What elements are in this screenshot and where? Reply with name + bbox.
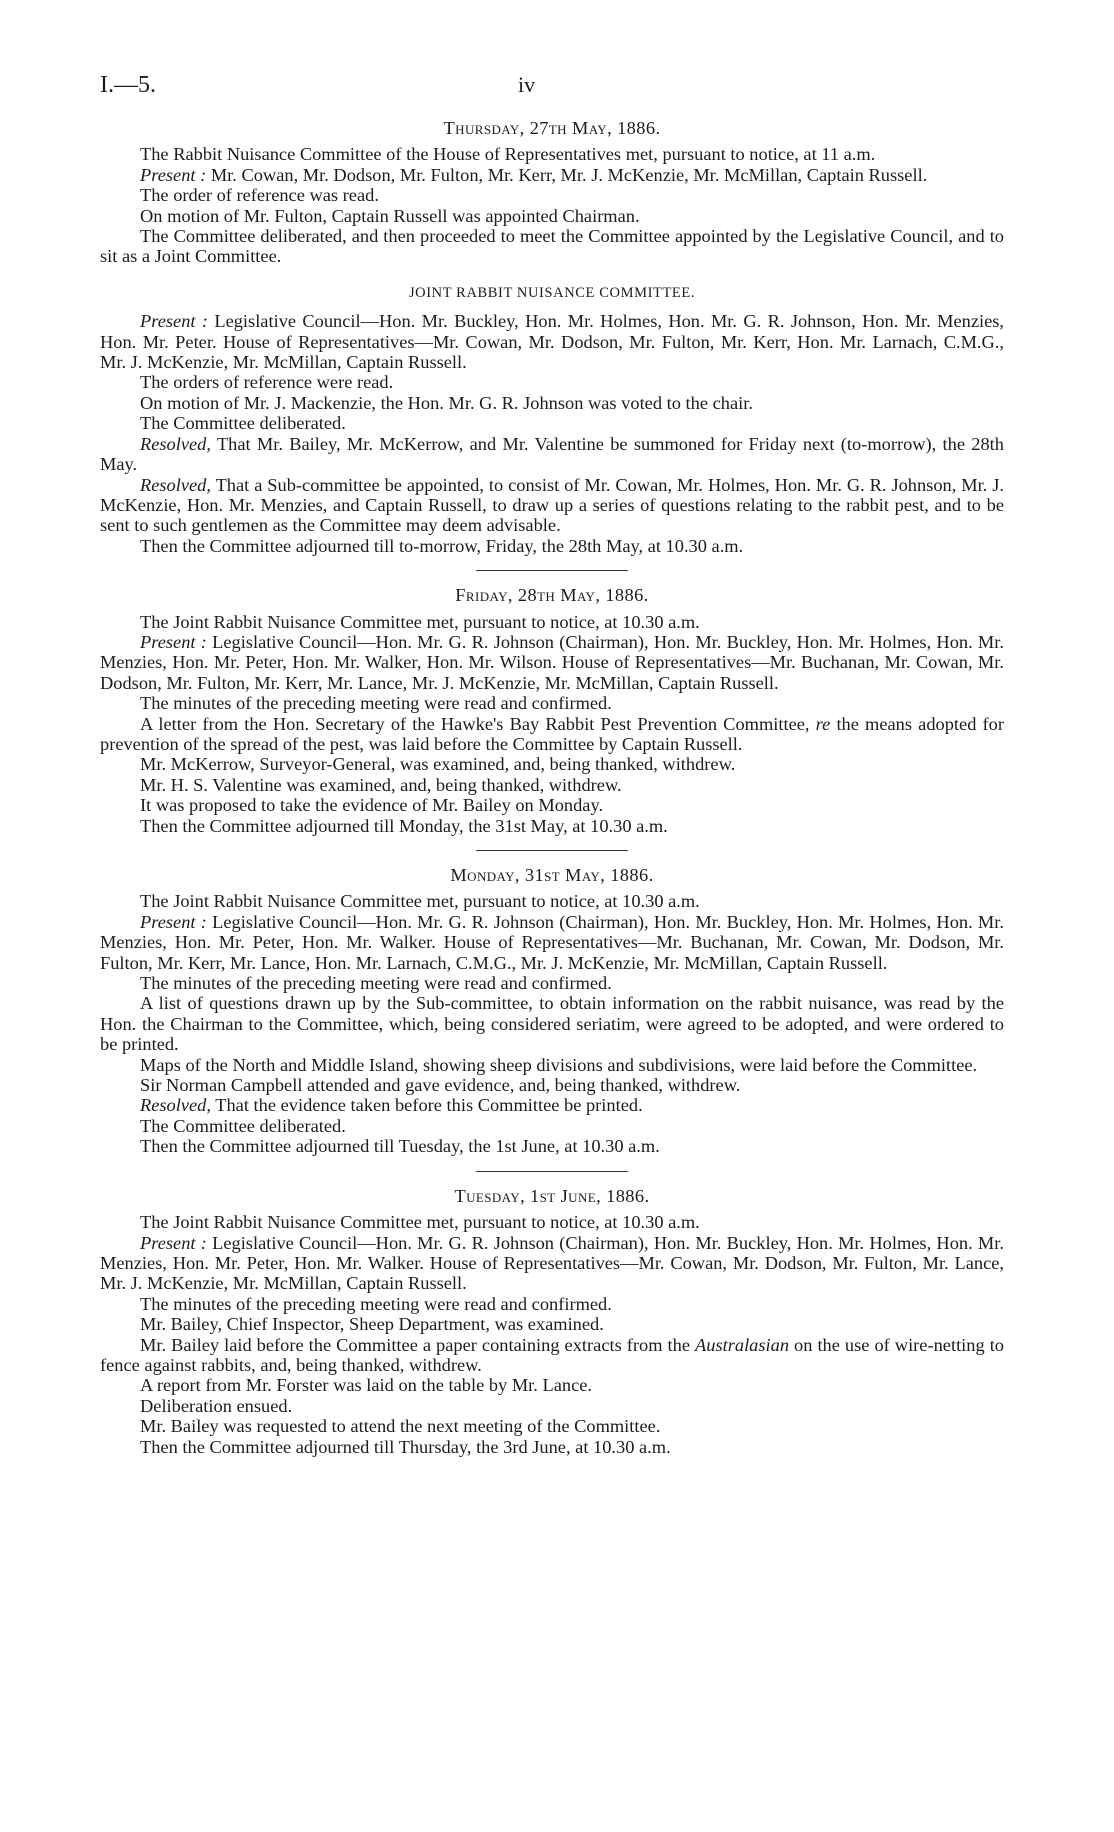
minute-paragraph bbox=[100, 185, 1004, 205]
minute-paragraph bbox=[100, 1095, 1004, 1115]
paragraph-text: Then the Committee adjourned till to-morrow, Friday, the 28th May, at 10.30 a.m. bbox=[140, 535, 744, 556]
minute-paragraph bbox=[100, 372, 1004, 392]
minute-paragraph bbox=[100, 1055, 1004, 1075]
paragraph-text: Mr. Cowan, Mr. Dodson, Mr. Fulton, Mr. Kerr, Mr. J. McKenzie, Mr. McMillan, Captain Russell. bbox=[206, 164, 928, 185]
paragraph-text: Legislative Council—Hon. Mr. G. R. Johnson (Chairman), Hon. Mr. Buckley, Hon. Mr. Holmes, Hon. Mr. Menzies, Hon. Mr. Peter, Hon. Mr. Walker, Hon. Mr. Wilson. House of Representatives—Mr. Buchanan, Mr. Cowan, Mr. Dodson, Mr. Fulton, Mr. Kerr, Mr. Lance, Mr. J. McKenzie, Mr. McMillan, Captain Russell. bbox=[100, 631, 1004, 693]
paragraph-tail: on the use of wire-netting to fence against rabbits, and, being thanked, withdrew. bbox=[100, 1334, 1004, 1375]
paragraph-text: The Committee deliberated, and then proceeded to meet the Committee appointed by the Legislative Council, and to sit as a Joint Committee. bbox=[100, 226, 1004, 267]
minute-paragraph bbox=[100, 891, 1004, 911]
minute-paragraph bbox=[100, 775, 1004, 795]
paragraph-text: A letter from the Hon. Secretary of the Hawke's Bay Rabbit Pest Prevention Committee, bbox=[140, 713, 816, 734]
paragraph-lead: Resolved, bbox=[140, 474, 211, 495]
meeting-date: Friday, 28th May, 1886. bbox=[455, 585, 649, 606]
paragraph-text: The Joint Rabbit Nuisance Committee met, pursuant to notice, at 10.30 a.m. bbox=[140, 611, 700, 632]
minute-paragraph bbox=[100, 536, 1004, 556]
section-divider bbox=[476, 1171, 628, 1172]
paragraph-tail: the means adopted for prevention of the spread of the pest, was laid before the Committee by Captain Russell. bbox=[100, 713, 1004, 754]
paragraph-text: That the evidence taken before this Committee be printed. bbox=[210, 1095, 643, 1116]
minute-paragraph bbox=[100, 693, 1004, 713]
paragraph-text: On motion of Mr. J. Mackenzie, the Hon. Mr. G. R. Johnson was voted to the chair. bbox=[140, 392, 753, 413]
minute-paragraph bbox=[100, 1116, 1004, 1136]
paragraph-text: That Mr. Bailey, Mr. McKerrow, and Mr. Valentine be summoned for Friday next (to-morrow), the 28th May. bbox=[100, 433, 1004, 475]
section-divider bbox=[476, 850, 628, 851]
paragraph-text: Mr. Bailey was requested to attend the next meeting of the Committee. bbox=[140, 1416, 661, 1437]
minute-paragraph bbox=[100, 1212, 1004, 1232]
paragraph-text: The Rabbit Nuisance Committee of the House of Representatives met, pursuant to notice, at 11 a.m. bbox=[140, 144, 876, 165]
paragraph-text: Legislative Council—Hon. Mr. G. R. Johnson (Chairman), Hon. Mr. Buckley, Hon. Mr. Holmes, Hon. Mr. Menzies, Hon. Mr. Peter, Hon. Mr. Walker. House of Representatives—Mr. Buchanan, Mr. Cowan, Mr. Dodson, Mr. Fulton, Mr. Kerr, Mr. Lance, Hon. Mr. Larnach, C.M.G., Mr. J. McKenzie, Mr. McMillan, Captain Russell. bbox=[100, 911, 1004, 973]
paragraph-lead: Present : bbox=[140, 164, 207, 185]
paragraph-text: The orders of reference were read. bbox=[140, 372, 394, 393]
meeting-date: Monday, 31st May, 1886. bbox=[450, 865, 654, 885]
minute-paragraph bbox=[100, 475, 1004, 536]
minute-paragraph bbox=[100, 1075, 1004, 1095]
paragraph-text: The Joint Rabbit Nuisance Committee met, pursuant to notice, at 10.30 a.m. bbox=[140, 1212, 700, 1233]
minute-paragraph bbox=[100, 165, 1004, 185]
paragraph-text: The minutes of the preceding meeting were read and confirmed. bbox=[140, 1293, 612, 1314]
minute-paragraph bbox=[100, 413, 1004, 433]
paragraph-text: The Committee deliberated. bbox=[140, 413, 346, 434]
paragraph-text: It was proposed to take the evidence of Mr. Bailey on Monday. bbox=[140, 795, 604, 816]
paragraph-text: Legislative Council—Hon. Mr. Buckley, Hon. Mr. Holmes, Hon. Mr. G. R. Johnson, Hon. Mr. Menzies, Hon. Mr. Peter. House of Representatives—Mr. Cowan, Mr. Dodson, Mr. Fulton, Mr. Kerr, Hon. Mr. Larnach, C.M.G., Mr. J. McKenzie, Mr. McMillan, Captain Russell. bbox=[100, 311, 1005, 373]
minute-paragraph bbox=[100, 754, 1004, 774]
minute-paragraph bbox=[100, 1294, 1004, 1314]
meeting-date: Tuesday, 1st June, 1886. bbox=[454, 1185, 650, 1206]
minute-paragraph bbox=[100, 912, 1004, 973]
paragraph-text: Then the Committee adjourned till Thursday, the 3rd June, at 10.30 a.m. bbox=[140, 1436, 671, 1457]
minute-paragraph bbox=[100, 993, 1004, 1054]
minute-paragraph bbox=[100, 612, 1004, 632]
paragraph-text: The minutes of the preceding meeting were read and confirmed. bbox=[140, 973, 612, 994]
minute-paragraph bbox=[100, 1233, 1004, 1294]
paragraph-lead: Present : bbox=[140, 1232, 207, 1253]
paragraph-text: The Joint Rabbit Nuisance Committee met, pursuant to notice, at 10.30 a.m. bbox=[140, 891, 700, 912]
minute-paragraph bbox=[100, 434, 1004, 475]
paragraph-text: Mr. Bailey laid before the Committee a paper containing extracts from the bbox=[140, 1334, 696, 1355]
paragraph-emphasis: re bbox=[815, 713, 831, 734]
paragraph-emphasis: Australasian bbox=[695, 1334, 790, 1355]
paragraph-text: Mr. McKerrow, Surveyor-General, was examined, and, being thanked, withdrew. bbox=[140, 754, 736, 775]
paragraph-text: Mr. H. S. Valentine was examined, and, being thanked, withdrew. bbox=[140, 774, 622, 795]
paragraph-lead: Resolved, bbox=[140, 1095, 211, 1116]
minute-paragraph bbox=[100, 144, 1004, 164]
paragraph-text: Legislative Council—Hon. Mr. G. R. Johnson (Chairman), Hon. Mr. Buckley, Hon. Mr. Holmes, Hon. Mr. Menzies, Hon. Mr. Peter, Hon. Mr. Walker. House of Representatives—Mr. Cowan, Mr. Dodson, Mr. Fulton, Mr. Lance, Mr. J. McKenzie, Mr. McMillan, Captain Russell. bbox=[100, 1232, 1004, 1294]
minute-paragraph bbox=[100, 1416, 1004, 1436]
minute-paragraph bbox=[100, 1314, 1004, 1334]
paragraph-text: A list of questions drawn up by the Sub-committee, to obtain information on the rabbit nuisance, was read by the Hon. the Chairman to the Committee, which, being considered seriatim, were agreed to be adopted, and were ordered to be printed. bbox=[100, 993, 1004, 1055]
minute-paragraph bbox=[100, 226, 1004, 267]
minute-paragraph bbox=[100, 393, 1004, 413]
paragraph-lead: Present : bbox=[140, 311, 208, 332]
minute-paragraph bbox=[100, 1375, 1004, 1395]
paragraph-text: Maps of the North and Middle Island, showing sheep divisions and subdivisions, were laid before the Committee. bbox=[140, 1054, 978, 1075]
minute-paragraph bbox=[100, 632, 1004, 693]
paragraph-lead: Present : bbox=[140, 631, 207, 652]
section-divider bbox=[476, 570, 628, 571]
minute-paragraph bbox=[100, 206, 1004, 226]
committee-subheading: JOINT RABBIT NUISANCE COMMITTEE. bbox=[408, 284, 696, 301]
paragraph-text: The minutes of the preceding meeting were read and confirmed. bbox=[140, 693, 612, 714]
paragraph-text: That a Sub-committee be appointed, to consist of Mr. Cowan, Mr. Holmes, Hon. Mr. G. R. Johnson, Mr. J. McKenzie, Hon. Mr. Menzies, and Captain Russell, to draw up a series of questions relating to the rabbit pest, and to be sent to such gentlemen as the Committee may deem advisable. bbox=[100, 474, 1004, 536]
page-reference: I.—5. bbox=[100, 72, 156, 98]
paragraph-text: Sir Norman Campbell attended and gave evidence, and, being thanked, withdrew. bbox=[140, 1075, 741, 1096]
paragraph-lead: Resolved, bbox=[140, 433, 211, 454]
paragraph-text: On motion of Mr. Fulton, Captain Russell was appointed Chairman. bbox=[140, 205, 640, 226]
minute-paragraph bbox=[100, 1437, 1004, 1457]
minute-paragraph bbox=[100, 714, 1004, 755]
minute-paragraph bbox=[100, 1136, 1004, 1156]
minute-paragraph bbox=[100, 816, 1004, 836]
paragraph-text: Then the Committee adjourned till Monday, the 31st May, at 10.30 a.m. bbox=[140, 815, 668, 836]
paragraph-text: The Committee deliberated. bbox=[140, 1115, 346, 1136]
paragraph-text: The order of reference was read. bbox=[140, 185, 379, 206]
paragraph-text: Deliberation ensued. bbox=[140, 1395, 293, 1416]
paragraph-text: Mr. Bailey, Chief Inspector, Sheep Department, was examined. bbox=[140, 1314, 604, 1335]
paragraph-lead: Present : bbox=[140, 911, 207, 932]
minute-paragraph bbox=[100, 795, 1004, 815]
running-head bbox=[100, 72, 1004, 112]
minute-paragraph bbox=[100, 973, 1004, 993]
minute-paragraph bbox=[100, 1396, 1004, 1416]
paragraph-text: A report from Mr. Forster was laid on the table by Mr. Lance. bbox=[140, 1375, 592, 1396]
minute-paragraph bbox=[100, 1335, 1004, 1376]
page-number: iv bbox=[518, 72, 536, 97]
paragraph-text: Then the Committee adjourned till Tuesday, the 1st June, at 10.30 a.m. bbox=[140, 1136, 660, 1157]
minute-paragraph bbox=[100, 311, 1004, 372]
meeting-date: Thursday, 27th May, 1886. bbox=[443, 118, 661, 138]
minutes-body bbox=[100, 118, 1004, 1457]
